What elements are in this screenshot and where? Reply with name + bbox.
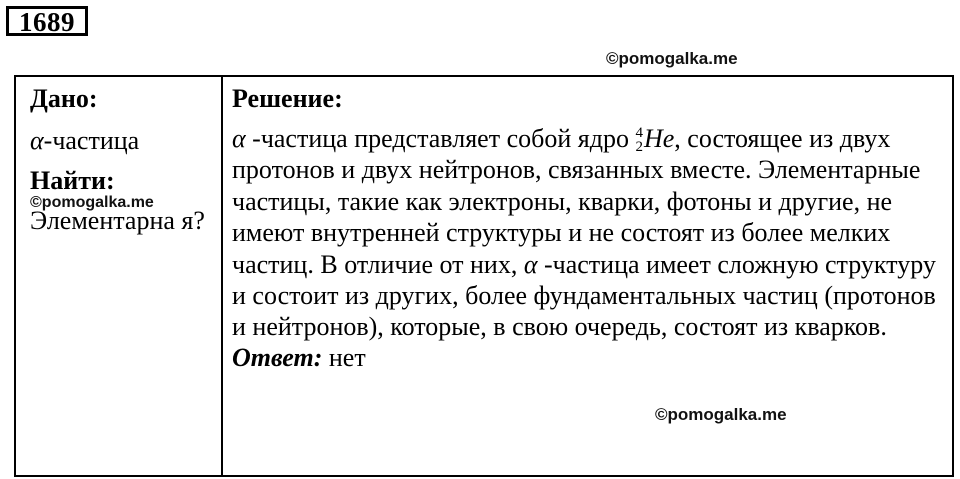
given-item	[30, 123, 215, 159]
given-column	[30, 81, 215, 237]
find-heading: Найти:	[30, 166, 115, 195]
solution-part-2: , состоящее из двух протонов и двух нейтронов, связанных вместе. Элементарные частицы, такие как электроны, кварки, фотоны и другие, не имеют внутренней структуры и не состоят из более мелких частиц. В отличие от них,	[232, 124, 921, 279]
element-symbol: He	[643, 124, 675, 153]
helium-nuclide-formula	[635, 124, 674, 153]
mass-number: 4	[635, 125, 643, 141]
solution-text	[232, 123, 944, 343]
alpha-symbol: α	[232, 124, 246, 153]
task-table	[14, 75, 954, 477]
find-item: Элементарна я?	[30, 206, 205, 235]
nuclide-scripts	[635, 126, 643, 154]
watermark-bottom: ©pomogalka.me	[655, 405, 787, 424]
given-heading: Дано:	[30, 84, 98, 113]
alpha-symbol-2: α	[523, 249, 538, 279]
given-item-text: -частица	[43, 126, 140, 155]
atomic-number: 2	[635, 139, 643, 155]
problem-number: 1689	[6, 6, 88, 36]
solution-column	[232, 81, 944, 373]
answer	[232, 343, 944, 373]
solution-part-3: -частица имеет сложную структуру и состоит из других, более фундаментальных частиц (протонов и нейтронов), которые, в свою очередь, состоят из кварков.	[232, 249, 936, 342]
answer-label: Ответ:	[232, 342, 323, 372]
answer-value: нет	[322, 342, 366, 372]
watermark-top: ©pomogalka.me	[606, 49, 738, 68]
solution-part-1: -частица представляет собой ядро	[245, 124, 636, 153]
solution-heading: Решение:	[232, 84, 343, 113]
alpha-symbol: α	[30, 126, 44, 155]
watermark-left: ©pomogalka.me	[30, 194, 154, 211]
column-divider	[221, 77, 223, 475]
